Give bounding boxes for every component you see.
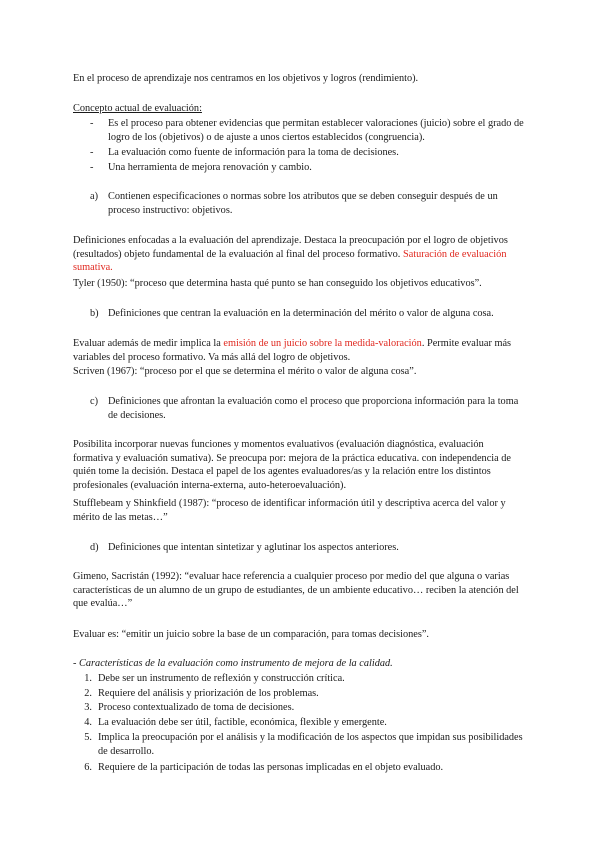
scriven-quote: Scriven (1967): “proceso por el que se determina el mérito o valor de alguna cosa”. <box>73 366 417 377</box>
item-text: Requiere de la participación de todas las personas implicadas en el objeto evaluado. <box>98 762 444 773</box>
intro-paragraph: En el proceso de aprendizaje nos centramos en los objetivos y logros (rendimiento). <box>73 73 419 84</box>
definition-d-marker: d) <box>90 542 99 553</box>
concepto-item-2 <box>90 146 530 160</box>
caracteristicas-heading-text: Características de la evaluación como instrumento de mejora de la calidad. <box>79 658 393 669</box>
concepto-item-text: Es el proceso para obtener evidencias que permitan establecer valoraciones (juicio) sobre el grado de logro de los (objetivos) o de ajuste a unos ciertos establecidos (congruencia). <box>108 118 524 143</box>
item-number: 2. <box>84 688 92 699</box>
caracteristica-item-5 <box>76 731 526 758</box>
concepto-item-1 <box>90 117 530 144</box>
stufflebeam-quote: Stufflebeam y Shinkfield (1987): “proceso de identificar información útil y descriptiva acerca del valor y mérito de las metas…” <box>73 498 506 523</box>
caracteristicas-heading <box>73 657 523 671</box>
definition-a-text: Contienen especificaciones o normas sobre los atributos que se deben conseguir después de un proceso instructivo: objetivos. <box>108 191 498 216</box>
item-text: Debe ser un instrumento de reflexión y construcción crítica. <box>98 673 345 684</box>
posibilita-paragraph: Posibilita incorporar nuevas funciones y momentos evaluativos (evaluación diagnóstica, evaluación formativa y evaluación sumativa). Se preocupa por: mejora de la práctica educativa. con independencia de quién tome la decisión. Destaca el papel de los agentes evaluadores/as y la relación entre los distintos profesionales (evaluación interna-externa, auto-heteroevaluación). <box>73 439 511 491</box>
gimeno-quote: Gimeno, Sacristán (1992): “evaluar hace referencia a cualquier proceso por medio del que alguna o varias características de un alumno de un grupo de estudiantes, de un ambiente educativo… reciben la atención del que evalúa…” <box>73 571 519 610</box>
item-number: 1. <box>84 673 92 684</box>
evaluar-es-definition: Evaluar es: “emitir un juicio sobre la base de un comparación, para tomas decisiones”. <box>73 629 429 640</box>
evaluar-merito-post: . Permite evaluar más variables del proceso formativo. Va más allá del logro de objetivos. <box>73 338 512 363</box>
item-text: Requiere del análisis y priorización de los problemas. <box>98 688 319 699</box>
caracteristica-item-6 <box>76 761 526 775</box>
caracteristica-item-3 <box>76 701 526 715</box>
definition-d <box>90 541 530 555</box>
caracteristica-item-2 <box>76 687 526 701</box>
caracteristica-item-4 <box>76 716 526 730</box>
dash-marker: - <box>90 118 94 129</box>
item-number: 6. <box>84 762 92 773</box>
concepto-item-text: La evaluación como fuente de información para la toma de decisiones. <box>108 147 399 158</box>
definition-a-marker: a) <box>90 191 98 202</box>
defs-aprendizaje-text: Definiciones enfocadas a la evaluación del aprendizaje. Destaca la preocupación por el logro de objetivos (resultados) objeto fundamental de la evaluación al final del proceso formativo. <box>73 235 508 260</box>
caracteristicas-heading-prefix: - <box>73 658 80 669</box>
evaluar-merito-highlight: emisión de un juicio sobre la medida-valoración <box>223 338 422 349</box>
item-number: 5. <box>84 732 92 743</box>
definition-d-text: Definiciones que intentan sintetizar y aglutinar los aspectos anteriores. <box>108 542 399 553</box>
evaluar-merito-paragraph <box>73 337 523 364</box>
item-number: 3. <box>84 702 92 713</box>
definition-c-marker: c) <box>90 396 98 407</box>
item-text: Implica la preocupación por el análisis y la modificación de los aspectos que impidan sus posibilidades de desarrollo. <box>98 732 523 757</box>
dash-marker: - <box>90 162 94 173</box>
concepto-item-text: Una herramienta de mejora renovación y cambio. <box>108 162 312 173</box>
definition-c-text: Definiciones que afrontan la evaluación como el proceso que proporciona información para la toma de decisiones. <box>108 396 519 421</box>
defs-aprendizaje-paragraph <box>73 234 523 275</box>
concepto-item-3 <box>90 161 530 175</box>
definition-b-marker: b) <box>90 308 99 319</box>
concepto-heading: Concepto actual de evaluación: <box>73 103 202 114</box>
definition-a <box>90 190 530 217</box>
caracteristica-item-1 <box>76 672 526 686</box>
item-text: Proceso contextualizado de toma de decisiones. <box>98 702 295 713</box>
definition-c <box>90 395 530 422</box>
definition-b <box>90 307 530 321</box>
dash-marker: - <box>90 147 94 158</box>
defs-aprendizaje-highlight: Saturación de evaluación sumativa. <box>73 248 507 274</box>
item-number: 4. <box>84 717 92 728</box>
item-text: La evaluación debe ser útil, factible, económica, flexible y emergente. <box>98 717 387 728</box>
evaluar-merito-pre: Evaluar además de medir implica la <box>73 338 221 349</box>
definition-b-text: Definiciones que centran la evaluación en la determinación del mérito o valor de alguna cosa. <box>108 308 494 319</box>
tyler-quote: Tyler (1950): “proceso que determina hasta qué punto se han conseguido los objetivos educativos”. <box>73 278 482 289</box>
